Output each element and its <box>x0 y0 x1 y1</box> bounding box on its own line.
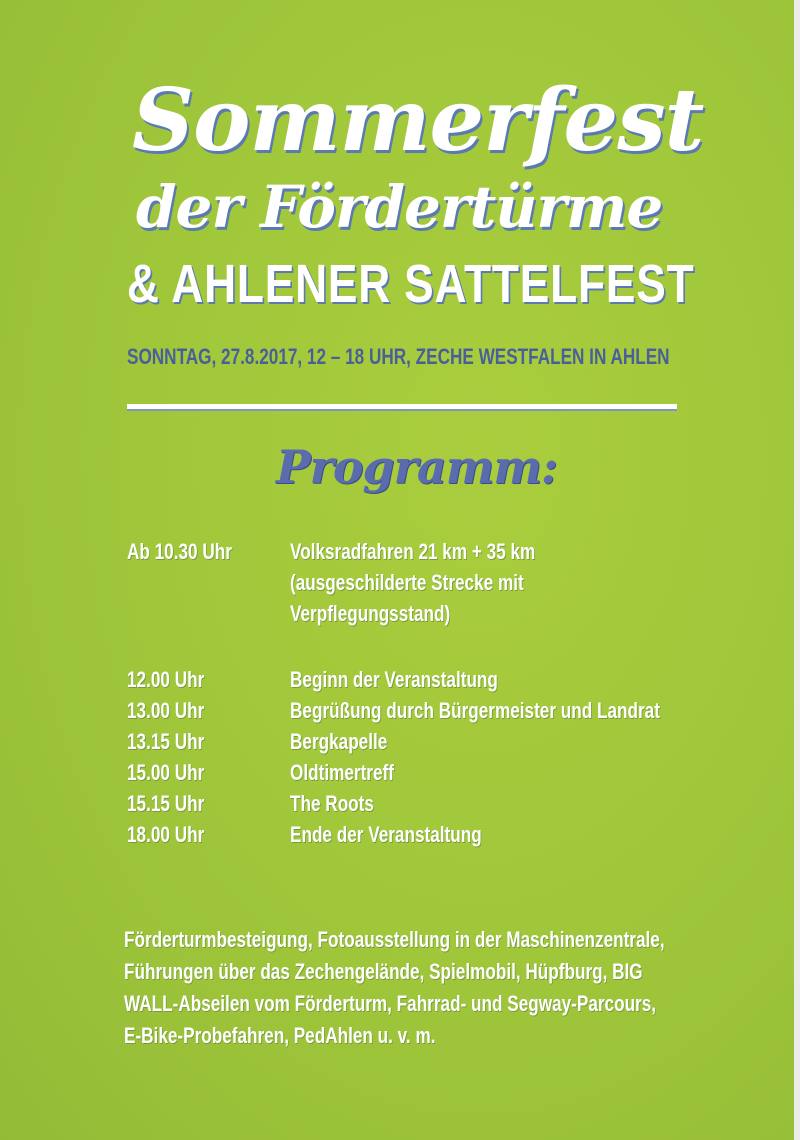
paper-edge <box>794 0 800 1140</box>
schedule-desc: Ende der Veranstaltung <box>290 822 482 847</box>
title-foerdertuerme: der Fördertürme <box>136 173 663 241</box>
program-heading: Programm: <box>276 440 558 494</box>
activities-paragraph <box>124 924 670 1052</box>
schedule-desc: Begrüßung durch Bürgermeister und Landrat <box>290 698 660 723</box>
activities-line: E-Bike-Probefahren, PedAhlen u. v. m. <box>124 1023 436 1048</box>
title-sattelfest: & AHLENER SATTELFEST <box>127 254 695 314</box>
event-dateline: SONNTAG, 27.8.2017, 12 – 18 UHR, ZECHE WESTFALEN IN AHLEN <box>127 344 670 369</box>
schedule-time: 13.00 Uhr <box>127 698 205 723</box>
schedule-desc: The Roots <box>290 791 374 816</box>
activities-line: Führungen über das Zechengelände, Spielmobil, Hüpfburg, BIG <box>124 959 643 984</box>
divider-rule <box>127 404 677 411</box>
schedule-time: 12.00 Uhr <box>127 667 205 692</box>
schedule-desc: Verpflegungsstand) <box>290 601 451 626</box>
schedule-time: 18.00 Uhr <box>127 822 205 847</box>
activities-line: Förderturmbesteigung, Fotoausstellung in der Maschinenzentrale, <box>124 927 665 952</box>
title-sommerfest: Sommerfest <box>132 70 704 171</box>
schedule-time: 15.00 Uhr <box>127 760 205 785</box>
schedule-desc: Bergkapelle <box>290 729 388 754</box>
schedule-time: 13.15 Uhr <box>127 729 205 754</box>
schedule-desc: Beginn der Veranstaltung <box>290 667 498 692</box>
schedule-desc: Oldtimertreff <box>290 760 394 785</box>
schedule-desc: Volksradfahren 21 km + 35 km <box>290 539 536 564</box>
schedule-desc: (ausgeschilderte Strecke mit <box>290 570 524 595</box>
schedule-time: Ab 10.30 Uhr <box>127 539 232 564</box>
schedule-time: 15.15 Uhr <box>127 791 205 816</box>
activities-line: WALL-Abseilen vom Förderturm, Fahrrad- und Segway-Parcours, <box>124 991 657 1016</box>
